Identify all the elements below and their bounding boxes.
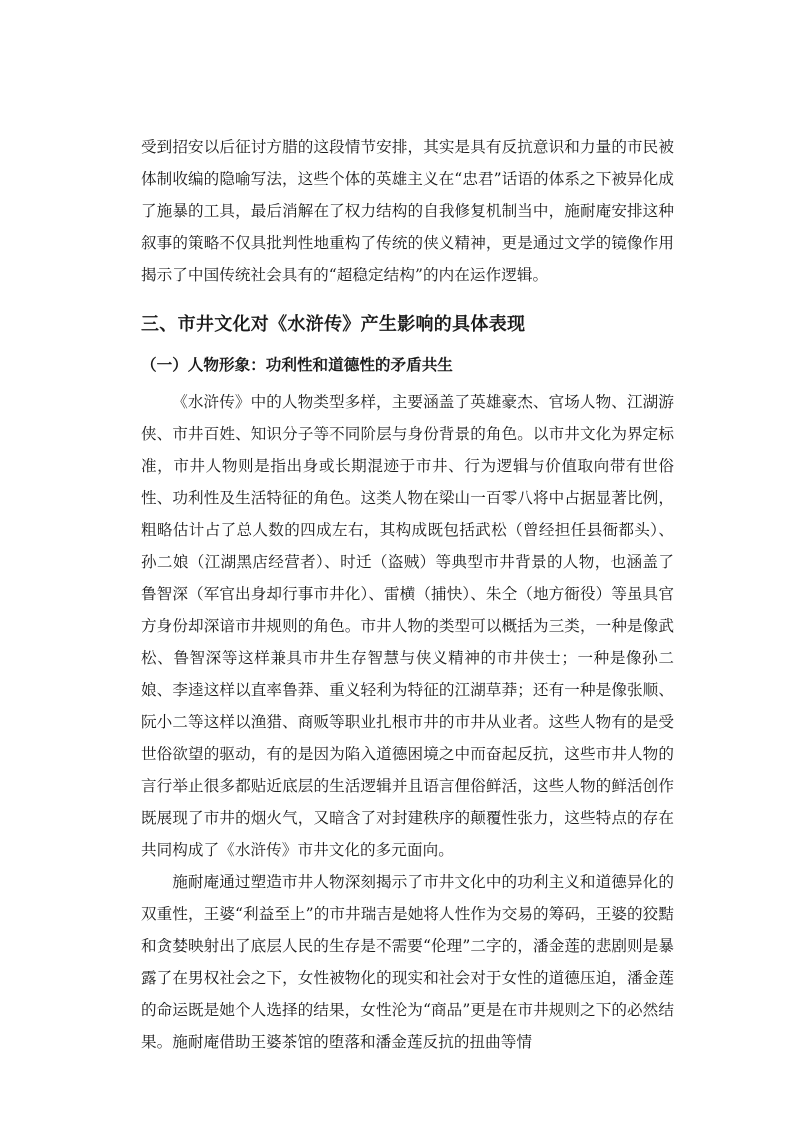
body-paragraph-2: 施耐庵通过塑造市井人物深刻揭示了市井文化中的功利主义和道德异化的双重性，王婆“利益至上”的市井瑞吉是她将人性作为交易的筹码，王婆的狡黠和贪婪映射出了底层人民的生存是不需要“伦理”二字的，潘金莲的悲剧则是暴露了在男权社会之下，女性被物化的现实和社会对于女性的道德压迫，潘金莲的命运既是她个人选择的结果，女性沦为“商品”更是在市井规则之下的必然结果。施耐庵借助王婆茶馆的堕落和潘金莲反抗的扭曲等情 xyxy=(141,873,674,1051)
body-paragraph-1: 《水浒传》中的人物类型多样，主要涵盖了英雄豪杰、官场人物、江湖游侠、市井百姓、知识分子等不同阶层与身份背景的角色。以市井文化为界定标准，市井人物则是指出身或长期混迹于市井、行为逻辑与价值取向带有世俗性、功利性及生活特征的角色。这类人物在梁山一百零八将中占据显著比例，粗略估计占了总人数的四成左右，其构成既包括武松（曾经担任县衙都头）、孙二娘（江湖黑店经营者）、时迁（盗贼）等典型市井背景的人物，也涵盖了鲁智深（军官出身却行事市井化）、雷横（捕快）、朱仝（地方衙役）等虽具官方身份却深谙市井规则的角色。市井人物的类型可以概括为三类，一种是像武松、鲁智深等这样兼具市井生存智慧与侠义精神的市井侠士；一种是像孙二娘、李逵这样以直率鲁莽、重义轻利为特征的江湖草莽；还有一种是像张顺、阮小二等这样以渔猎、商贩等职业扎根市井的市井从业者。这些人物有的是受世俗欲望的驱动，有的是因为陷入道德困境之中而奋起反抗，这些市井人物的言行举止很多都贴近底层的生活逻辑并且语言俚俗鲜活，这些人物的鲜活创作既展现了市井的烟火气，又暗含了对封建秩序的颠覆性张力，这些特点的存在共同构成了《水浒传》市井文化的多元面向。 xyxy=(141,393,674,859)
intro-paragraph: 受到招安以后征讨方腊的这段情节安排，其实是具有反抗意识和力量的市民被体制收编的隐喻写法，这些个体的英雄主义在“忠君”话语的体系之下被异化成了施暴的工具，最后消解在了权力结构的自我修复机制当中，施耐庵安排这种叙事的策略不仅具批判性地重构了传统的侠义精神，更是通过文学的镜像作用揭示了中国传统社会具有的“超稳定结构”的内在运作逻辑。 xyxy=(141,138,674,284)
intro-text-block xyxy=(141,131,674,291)
sub-heading: （一）人物形象：功利性和道德性的矛盾共生 xyxy=(141,356,453,374)
section-heading: 三、市井文化对《水浒传》产生影响的具体表现 xyxy=(141,314,526,335)
body-text-block xyxy=(141,386,674,1058)
